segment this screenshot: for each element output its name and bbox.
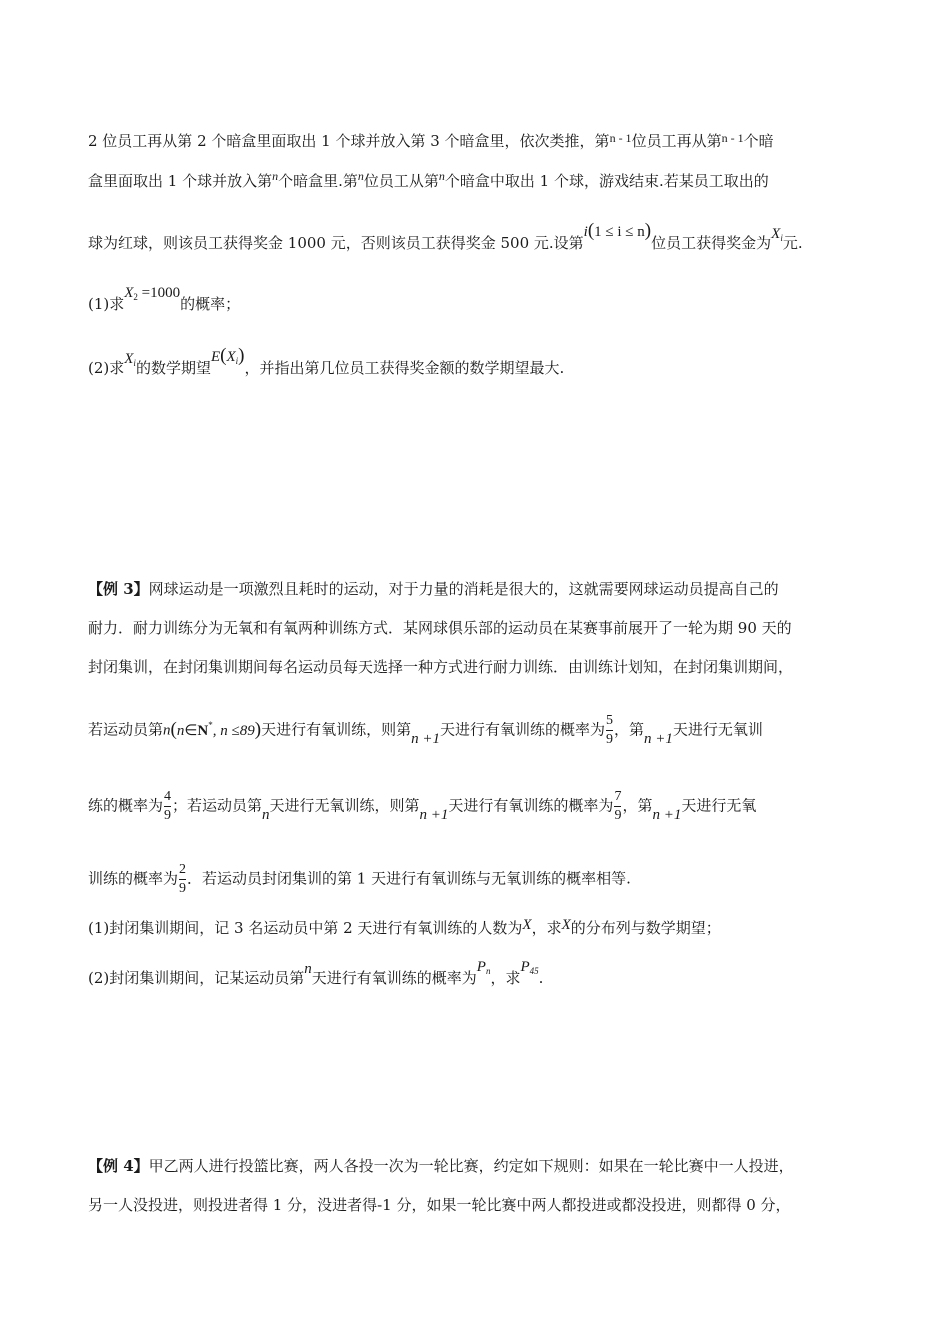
text: (1)求 (88, 295, 125, 313)
text: 天进行无氧训练，则第 (269, 796, 420, 815)
text: 天进行无氧 (681, 796, 757, 815)
math-X2-eq (124, 285, 180, 301)
text: 的概率； (180, 295, 241, 313)
text: 位员工获得奖金为 (651, 234, 772, 252)
math-X: X (771, 226, 781, 242)
text: 位员工再从第 (631, 132, 722, 150)
example3-line-6 (88, 862, 870, 897)
denominator: 9 (605, 732, 613, 747)
math-n: n (304, 961, 312, 977)
numerator: 5 (605, 713, 613, 728)
example3-label: 【例 3】 (88, 580, 149, 598)
fraction-4-9 (164, 789, 171, 824)
math-Pn (477, 959, 491, 975)
math-sub: i (780, 233, 783, 243)
math-star: * (208, 719, 213, 730)
text: (1)封闭集训期间，记 3 名运动员中第 2 天进行有氧训练的人数为 (88, 919, 523, 937)
math-N: N (197, 722, 209, 739)
fraction-5-9 (606, 713, 613, 748)
text: 个暗盒里.第 (278, 172, 358, 190)
math-n: n (262, 806, 270, 823)
text: ，求 (490, 969, 521, 987)
text: 天进行有氧训练的概率为 (311, 969, 477, 987)
math-X: X (522, 917, 532, 933)
problem2-line-2 (88, 170, 870, 191)
text: 天进行无氧训 (672, 720, 763, 739)
math-n-plus-1: n +1 (652, 806, 682, 823)
math-sub: i (133, 358, 136, 368)
text: 2 位员工再从第 2 个暗盒里面取出 1 个球并放入第 3 个暗盒里，依次类推，第 (88, 132, 610, 150)
text: . (538, 969, 544, 987)
example4-line-1 (88, 1155, 870, 1176)
math-sub: 2 (133, 292, 138, 302)
text: 的数学期望 (135, 359, 211, 377)
example3-line-3 (88, 656, 870, 677)
denominator: 9 (164, 808, 172, 823)
math-in: ∈ (184, 722, 198, 739)
example3-question-1 (88, 917, 870, 938)
text: 若运动员第 (88, 720, 164, 739)
math-n-plus-1: n +1 (644, 730, 673, 747)
math-X: X (226, 349, 236, 365)
math-X: X (124, 351, 134, 367)
text: 个暗 (743, 132, 774, 150)
math-n-minus-1: n - 1 (609, 131, 632, 145)
text: ，求 (531, 919, 562, 937)
math-E: E (210, 349, 221, 365)
fraction-7-9 (614, 789, 621, 824)
math-n-minus-1: n - 1 (721, 131, 744, 145)
math-range-text: 1 ≤ i ≤ n (594, 224, 645, 240)
text: ，并指出第几位员工获得奖金额的数学期望最大. (244, 359, 565, 377)
text: 天进行有氧训练的概率为 (448, 796, 614, 815)
math-X: X (561, 917, 571, 933)
text: 盒里面取出 1 个球并放入第 (88, 172, 273, 190)
numerator: 2 (179, 862, 187, 877)
text: (2)求 (88, 359, 125, 377)
math-P45 (520, 959, 538, 975)
math-n-plus-1: n +1 (411, 730, 440, 747)
math-Xi (771, 226, 783, 242)
text: 元. (782, 234, 803, 252)
text: 球为红球，则该员工获得奖金 1000 元，否则该员工获得奖金 500 元.设第 (88, 234, 584, 252)
text: 训练的概率为 (88, 869, 179, 888)
math-i: i (583, 224, 588, 240)
text: 网球运动是一项激烈且耗时的运动，对于力量的消耗是很大的，这就需要网球运动员提高自己的 (148, 580, 779, 598)
fraction-2-9 (179, 862, 186, 897)
math-condition: (n∈N*, n ≤89) (170, 718, 262, 740)
denominator: 9 (179, 881, 187, 896)
math-range: i(1 ≤ i ≤ n) (583, 220, 652, 241)
problem2-line-1 (88, 130, 870, 151)
example3-line-4 (88, 713, 870, 748)
text: 另一人没投进，则投进者得 1 分，没进者得-1 分，如果一轮比赛中两人都投进或都没投进，则都得 0 分， (88, 1196, 791, 1214)
text: 封闭集训，在封闭集训期间每名运动员每天选择一种方式进行耐力训练．由训练计划知，在封闭集训期间， (88, 658, 794, 676)
math-P: P (520, 959, 530, 975)
example3-line-5 (88, 789, 870, 824)
example3-line-2 (88, 617, 870, 638)
text: 耐力．耐力训练分为无氧和有氧两种训练方式．某网球俱乐部的运动员在某赛事前展开了一轮为期 90 天的 (88, 619, 792, 637)
text: ，第 (613, 720, 644, 739)
text: 甲乙两人进行投篮比赛，两人各投一次为一轮比赛，约定如下规则：如果在一轮比赛中一人投进， (148, 1157, 794, 1175)
math-sub: 45 (529, 966, 539, 976)
text: ．若运动员封闭集训的第 1 天进行有氧训练与无氧训练的概率相等. (187, 869, 631, 888)
math-P: P (476, 959, 486, 975)
math-X: X (124, 285, 134, 301)
math-n: n (438, 169, 445, 183)
math-n-plus-1: n +1 (419, 806, 449, 823)
math-E-Xi: $E(X_i)$ (210, 345, 245, 366)
math-n: n (163, 722, 171, 739)
denominator: 9 (614, 808, 622, 823)
math-sub: i (235, 356, 239, 366)
problem2-question-1 (88, 285, 870, 314)
text: 位员工从第 (363, 172, 439, 190)
text: ；若运动员第 (172, 796, 263, 815)
numerator: 7 (614, 789, 622, 804)
numerator: 4 (164, 789, 172, 804)
problem2-question-2 (88, 345, 870, 379)
math-rest: , n ≤89 (212, 722, 255, 739)
math-n: n (176, 722, 185, 739)
example3-question-2 (88, 959, 870, 988)
text: 的分布列与数学期望； (570, 919, 721, 937)
example3-line-1 (88, 578, 870, 599)
text: 天进行有氧训练，则第 (261, 720, 412, 739)
text: (2)封闭集训期间，记某运动员第 (88, 969, 305, 987)
text: 个暗盒中取出 1 个球，游戏结束.若某员工取出的 (444, 172, 769, 190)
text: 天进行有氧训练的概率为 (439, 720, 605, 739)
example4-line-2 (88, 1194, 870, 1215)
math-eq: =1000 (137, 285, 181, 301)
text: ，第 (622, 796, 653, 815)
problem2-line-3 (88, 220, 870, 254)
math-sub: n (485, 966, 491, 976)
math-n: n (357, 169, 364, 183)
example4-label: 【例 4】 (88, 1157, 149, 1175)
math-Xi (124, 351, 136, 367)
math-n: n (272, 169, 279, 183)
text: 练的概率为 (88, 796, 164, 815)
